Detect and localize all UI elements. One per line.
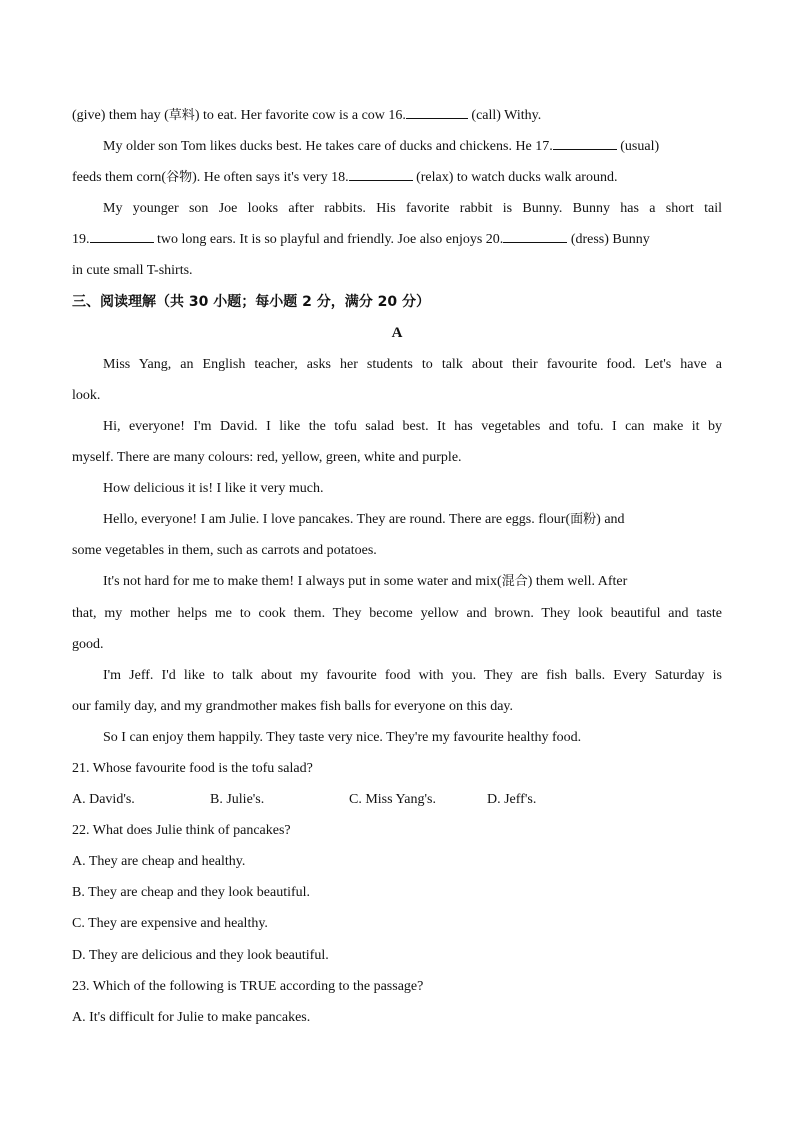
exam-page [72, 100, 722, 1033]
section-title: 三、阅读理解（共 30 小题；每小题 2 分，满分 20 分） [72, 293, 430, 310]
answer-blank-20[interactable] [503, 228, 567, 243]
text-run: ) and [596, 512, 625, 528]
gloss-cjk: 草料 [168, 108, 195, 123]
question-stem: 21. Whose favourite food is the tofu salad? [72, 760, 313, 776]
option-a[interactable]: A. David's. [72, 792, 135, 808]
passage-line: Miss Yang, an English teacher, asks her students to talk about their favourite food. Let's have a [103, 356, 722, 372]
passage-line: Hi, everyone! I'm David. I like the tofu salad best. It has vegetables and tofu. I can make it by [103, 418, 722, 434]
options-row [72, 784, 722, 815]
text-run: Hello, everyone! I am Julie. I love pancakes. They are round. There are eggs. flour( [103, 512, 571, 528]
option-c[interactable]: C. They are expensive and healthy. [72, 916, 268, 932]
text-run: (call) Withy. [467, 108, 542, 123]
answer-blank-18[interactable] [349, 166, 413, 181]
option-d[interactable]: D. Jeff's. [487, 792, 537, 808]
gloss-cjk: 面粉 [570, 512, 597, 528]
text-run: ). He often says it's very 18. [192, 170, 349, 186]
cloze-line-1 [72, 100, 722, 131]
passage-line: good. [72, 636, 104, 652]
passage-line: How delicious it is! I like it very much. [103, 481, 324, 497]
passage-line: some vegetables in them, such as carrots and potatoes. [72, 543, 377, 559]
passage-line: that, my mother helps me to cook them. They become yellow and brown. They look beautiful and taste [72, 605, 722, 621]
passage-line: So I can enjoy them happily. They taste very nice. They're my favourite healthy food. [103, 729, 582, 745]
text-run: 19. [72, 232, 90, 248]
cloze-line-5 [72, 224, 722, 255]
text-run: (usual) [616, 139, 660, 155]
text-run: It's not hard for me to make them! I always put in some water and mix( [103, 574, 502, 590]
cloze-line-2 [72, 131, 722, 162]
text-run: feeds them corn( [72, 170, 167, 186]
text-run: (give) them hay ( [72, 108, 169, 123]
passage-line [72, 504, 722, 535]
gloss-cjk: 谷物 [166, 170, 193, 186]
passage-line [72, 566, 722, 597]
text-run: ) to eat. Her favorite cow is a cow 16. [194, 108, 406, 123]
passage-label: A [391, 324, 403, 341]
cloze-line-4: My younger son Joe looks after rabbits. His favorite rabbit is Bunny. Bunny has a short tail [103, 201, 722, 217]
gloss-cjk: 混合 [501, 574, 528, 590]
text-run: (dress) Bunny [567, 232, 650, 248]
option-a[interactable]: A. It's difficult for Julie to make pancakes. [72, 1009, 311, 1025]
cloze-line-3 [72, 162, 722, 193]
option-a[interactable]: A. They are cheap and healthy. [72, 854, 246, 870]
passage-line: myself. There are many colours: red, yellow, green, white and purple. [72, 450, 462, 466]
answer-blank-17[interactable] [553, 135, 617, 150]
text-run: two long ears. It is so playful and friendly. Joe also enjoys 20. [153, 232, 504, 248]
option-b[interactable]: B. They are cheap and they look beautiful. [72, 885, 311, 901]
text-run: ) them well. After [527, 574, 628, 590]
cloze-line-6: in cute small T-shirts. [72, 263, 193, 279]
answer-blank-19[interactable] [90, 228, 154, 243]
answer-blank-16[interactable] [406, 104, 468, 119]
option-c[interactable]: C. Miss Yang's. [349, 792, 436, 808]
text-run: (relax) to watch ducks walk around. [412, 170, 618, 186]
passage-line: look. [72, 387, 101, 403]
option-d[interactable]: D. They are delicious and they look beautiful. [72, 947, 329, 963]
passage-line: I'm Jeff. I'd like to talk about my favourite food with you. They are fish balls. Every Saturday is [103, 667, 722, 683]
question-stem: 23. Which of the following is TRUE according to the passage? [72, 978, 424, 994]
question-stem: 22. What does Julie think of pancakes? [72, 823, 291, 839]
passage-line: our family day, and my grandmother makes fish balls for everyone on this day. [72, 698, 514, 714]
text-run: My older son Tom likes ducks best. He takes care of ducks and chickens. He 17. [103, 139, 553, 155]
option-b[interactable]: B. Julie's. [210, 792, 265, 808]
